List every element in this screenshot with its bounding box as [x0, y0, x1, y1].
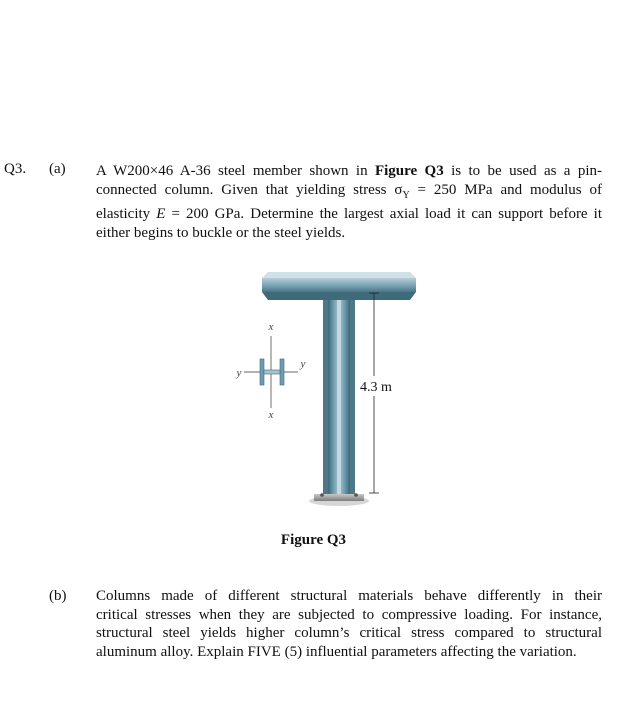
part-b-text — [96, 587, 602, 661]
question-number: Q3. — [4, 161, 27, 177]
axis-y-right-label: y — [300, 358, 306, 370]
axis-x-bottom-label: x — [268, 409, 274, 421]
cross-section — [244, 336, 298, 408]
part-b-line-3: structural steel yields higher column’s critical stress compared to structural — [96, 625, 602, 641]
part-b-line-4: aluminum alloy. Explain FIVE (5) influential parameters affecting the variation. — [96, 643, 577, 660]
axis-y-left-label: y — [236, 367, 242, 379]
axis-x-top-label: x — [268, 321, 274, 333]
part-a-line-1: A W200×46 A-36 steel member shown in Figure Q3 is to be used as a pin- — [96, 163, 603, 179]
figure-reference: Figure Q3 — [374, 163, 444, 179]
column-figure — [0, 260, 627, 560]
part-b-label: (b) — [49, 588, 67, 604]
part-a-label: (a) — [49, 161, 66, 177]
top-beam — [262, 272, 416, 300]
column — [323, 300, 355, 496]
part-a-line-3: elasticity E = 200 GPa. Determine the largest axial load it can support before it — [96, 206, 602, 222]
length-label: 4.3 m — [360, 380, 392, 395]
part-a-line-2: connected column. Given that yielding stress $\sigma_Y = 250$ MPa and modulus of — [96, 181, 602, 201]
part-a-line-4: either begins to buckle or the steel yields. — [96, 224, 346, 241]
figure-caption: Figure Q3 — [280, 532, 347, 548]
part-b-line-1: Columns made of different structural materials behave differently in their — [96, 588, 602, 604]
part-b-line-2: critical stresses when they are subjected to compressive loading. For instance, — [96, 606, 602, 623]
base-plate — [309, 493, 369, 506]
part-a-text — [96, 162, 602, 242]
